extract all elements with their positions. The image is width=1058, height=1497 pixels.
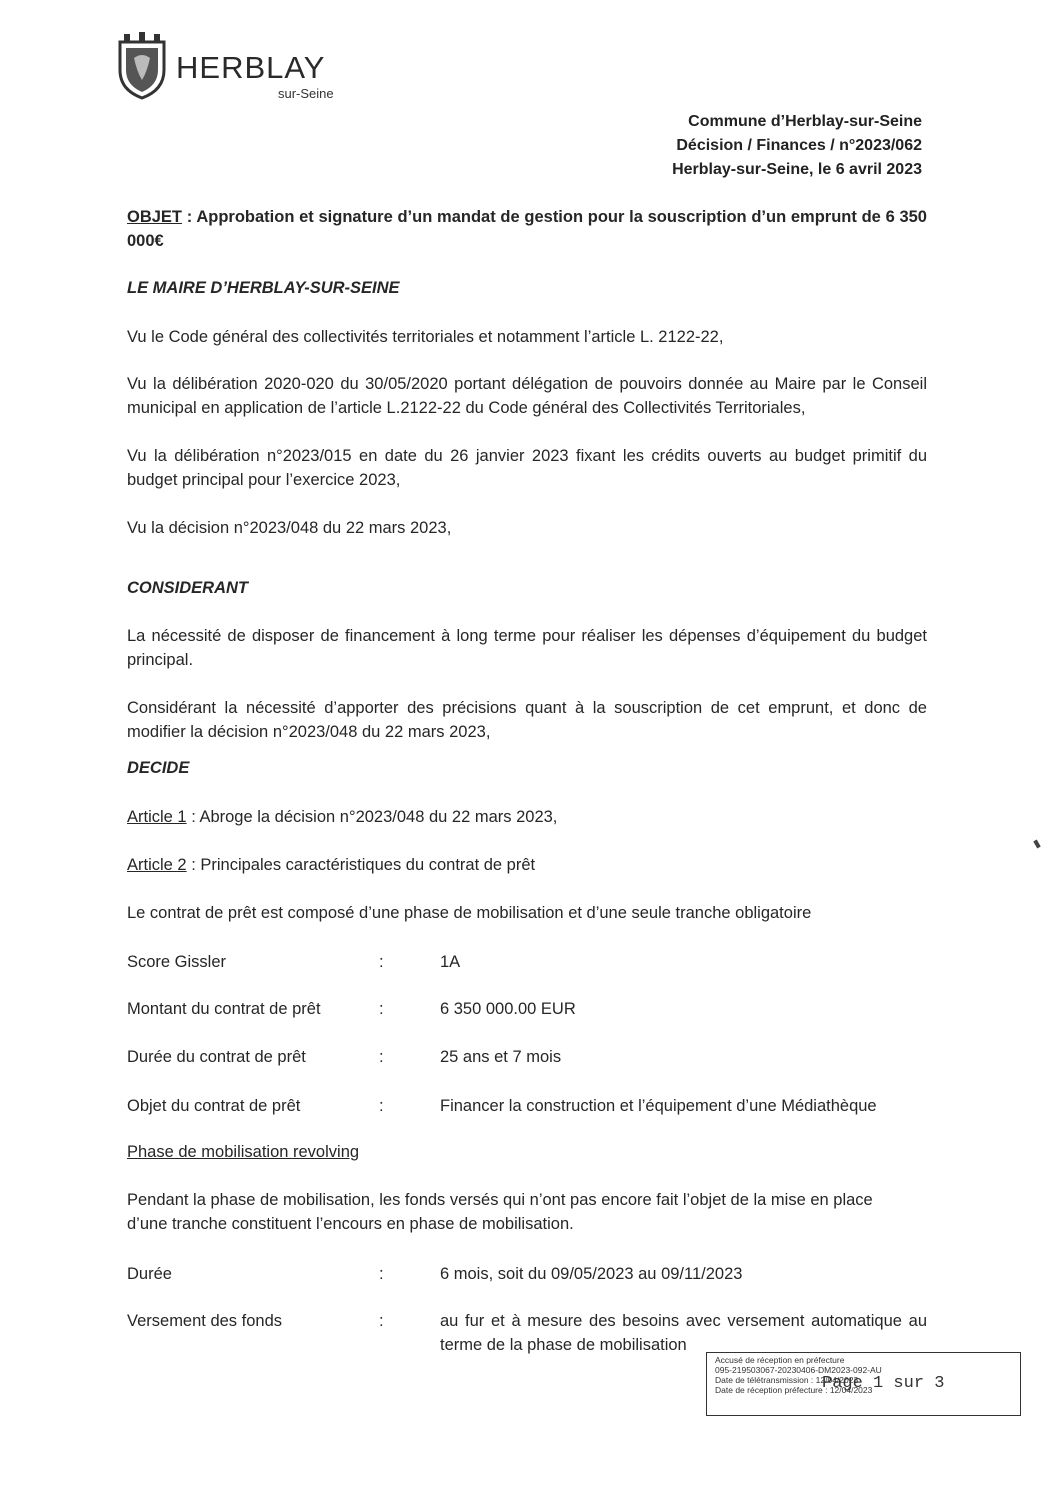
stamp-line: Date de télétransmission : 12/04/2023 — [715, 1375, 859, 1385]
objet-label: OBJET — [127, 208, 183, 226]
article-2-text: : Principales caractéristiques du contrat de prêt — [186, 856, 536, 874]
phase-detail-value: 6 mois, soit du 09/05/2023 au 09/11/2023 — [440, 1265, 743, 1283]
article-2-label: Article 2 — [127, 856, 187, 874]
article-1-label: Article 1 — [127, 808, 187, 826]
detail-label: Score Gissler — [127, 953, 227, 971]
detail-value: Financer la construction et l’équipement d’une Médiathèque — [440, 1097, 877, 1115]
detail-value: 25 ans et 7 mois — [440, 1048, 562, 1066]
detail-label: Montant du contrat de prêt — [127, 1000, 321, 1018]
logo-subtitle: sur-Seine — [278, 86, 334, 101]
header-commune: Commune d’Herblay-sur-Seine — [688, 113, 922, 130]
herblay-logo — [110, 26, 340, 106]
vu-code: Vu le Code général des collectivités territoriales et notamment l’article L. 2122-22, — [127, 328, 724, 346]
stamp-line: 095-219503067-20230406-DM2023-092-AU — [715, 1365, 882, 1375]
detail-colon: : — [379, 953, 384, 971]
considerant-paragraph-2: Considérant la nécessité d’apporter des précisions quant à la souscription de cet emprunt, et donc de modifier la décision n°2023/048 du 22 mars 2023, — [127, 699, 927, 741]
considerant-heading: CONSIDERANT — [127, 579, 249, 597]
maire-heading: LE MAIRE D’HERBLAY-SUR-SEINE — [127, 279, 400, 297]
logo-name: HERBLAY — [176, 50, 326, 85]
page-number: Page 1 sur 3 — [822, 1374, 945, 1393]
header-date: Herblay-sur-Seine, le 6 avril 2023 — [672, 161, 922, 178]
objet-paragraph — [127, 205, 927, 253]
phase-detail-value: au fur et à mesure des besoins avec versement automatique au terme de la phase de mobilisation — [440, 1312, 927, 1354]
phase-detail-colon: : — [379, 1312, 384, 1330]
objet-text: : Approbation et signature d’un mandat de gestion pour la souscription d’un emprunt de 6 350 000€ — [127, 208, 927, 250]
article-1-text: : Abroge la décision n°2023/048 du 22 mars 2023, — [186, 808, 558, 826]
vu-decision: Vu la décision n°2023/048 du 22 mars 2023, — [127, 519, 452, 537]
vu-deliberation-2023: Vu la délibération n°2023/015 en date du 26 janvier 2023 fixant les crédits ouverts au budget primitif du budget principal pour l’exercice 2023, — [127, 447, 927, 489]
detail-label: Durée du contrat de prêt — [127, 1048, 306, 1066]
header-decision: Décision / Finances / n°2023/062 — [676, 137, 922, 154]
article-2 — [127, 853, 927, 877]
phase-detail-label: Durée — [127, 1265, 172, 1283]
stamp-line: Accusé de réception en préfecture — [715, 1355, 845, 1365]
detail-colon: : — [379, 1048, 384, 1066]
detail-colon: : — [379, 1097, 384, 1115]
detail-label: Objet du contrat de prêt — [127, 1097, 301, 1115]
phase-paragraph: Pendant la phase de mobilisation, les fonds versés qui n’ont pas encore fait l’objet de la mise en place d’une tranche constituent l’encours en phase de mobilisation. — [127, 1191, 873, 1233]
scan-speck — [1033, 840, 1040, 849]
header-block — [502, 110, 922, 182]
vu-deliberation-2020: Vu la délibération 2020-020 du 30/05/2020 portant délégation de pouvoirs donnée au Maire par le Conseil municipal en application de l’article L.2122-22 du Code général des Collectivités Territoriales, — [127, 375, 927, 417]
detail-value: 6 350 000.00 EUR — [440, 1000, 576, 1018]
detail-colon: : — [379, 1000, 384, 1018]
decide-heading: DECIDE — [127, 759, 190, 777]
detail-value: 1A — [440, 953, 461, 971]
phase-heading: Phase de mobilisation revolving — [127, 1143, 360, 1161]
stamp-line: Date de réception préfecture : 12/04/2023 — [715, 1385, 873, 1395]
considerant-paragraph-1: La nécessité de disposer de financement à long terme pour réaliser les dépenses d’équipement du budget principal. — [127, 627, 927, 669]
phase-detail-label: Versement des fonds — [127, 1312, 283, 1330]
contrat-intro: Le contrat de prêt est composé d’une phase de mobilisation et d’une seule tranche obligatoire — [127, 904, 812, 922]
coat-of-arms-icon — [114, 32, 170, 100]
phase-detail-colon: : — [379, 1265, 384, 1283]
article-1 — [127, 805, 927, 829]
